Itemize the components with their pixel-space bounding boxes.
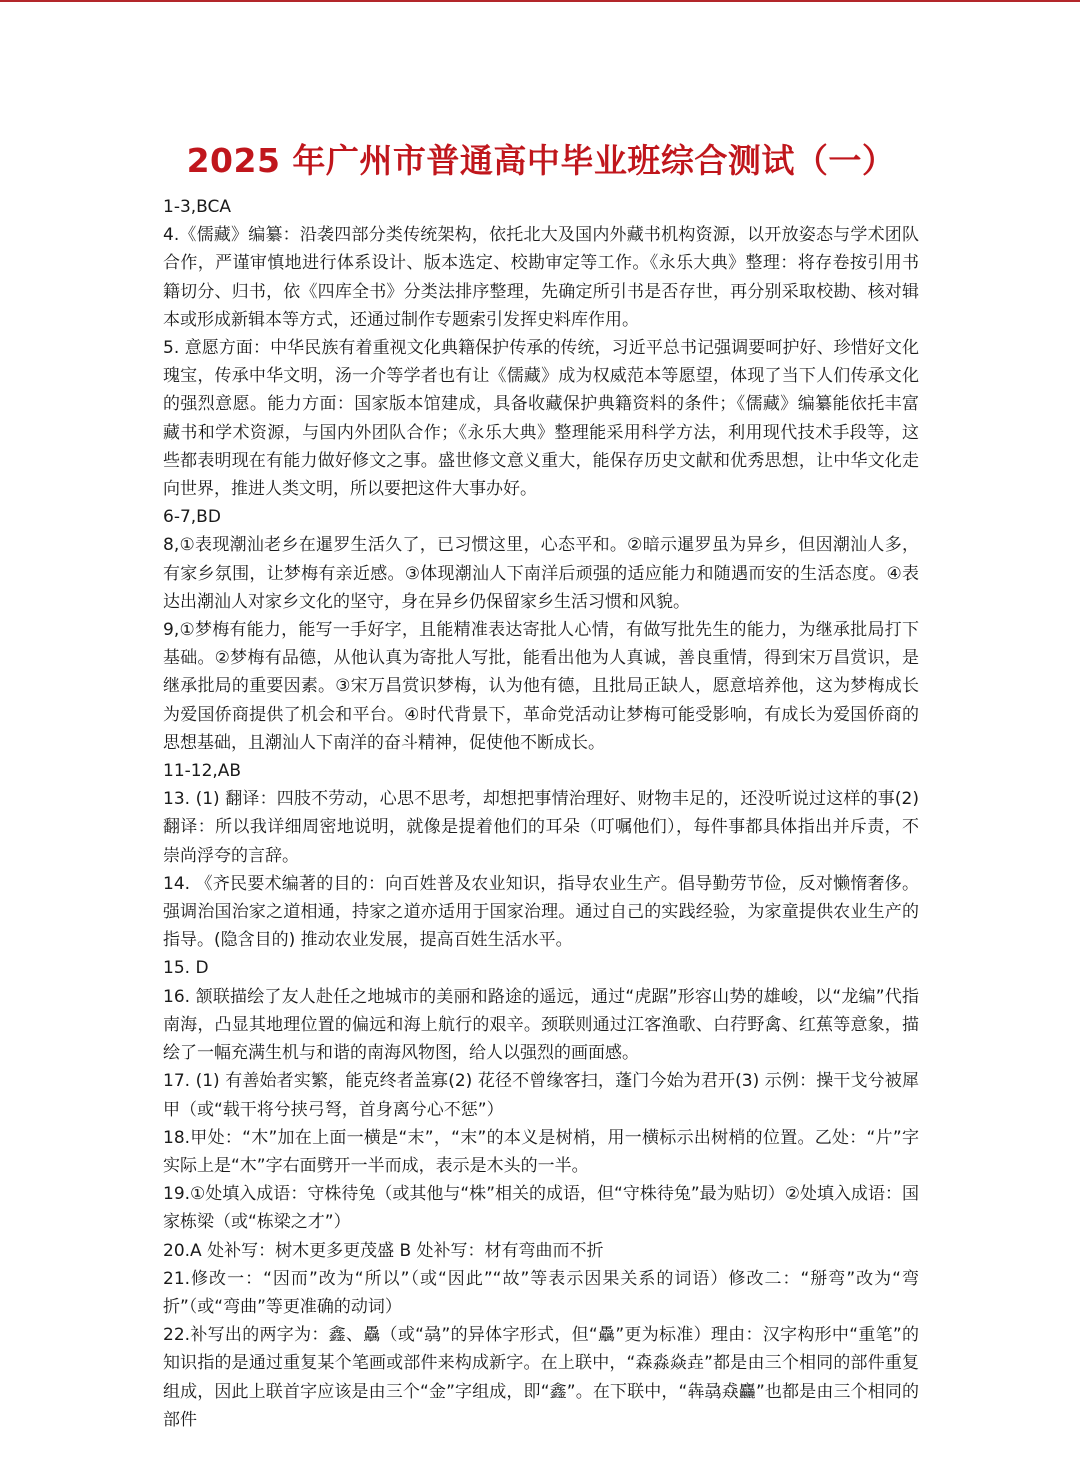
page-title: 2025 年广州市普通高中毕业班综合测试（一）: [186, 141, 896, 180]
answer-8: 8,①表现潮汕老乡在暹罗生活久了，已习惯这里，心态平和。②暗示暹罗虽为异乡，但因潮汕人多，有家乡氛围，让梦梅有亲近感。③体现潮汕人下南洋后顽强的适应能力和随遇而安的生活态度。④表达出潮汕人对家乡文化的坚守，身在异乡仍保留家乡生活习惯和风貌。: [163, 535, 919, 612]
answer-9: 9,①梦梅有能力，能写一手好字，且能精准表达寄批人心情，有做写批先生的能力，为继承批局打下基础。②梦梅有品德，从他认真为寄批人写批，能看出他为人真诚，善良重情，得到宋万昌赏识，是继承批局的重要因素。③宋万昌赏识梦梅，认为他有德，且批局正缺人，愿意培养他，这为梦梅成长为爱国侨商提供了机会和平台。④时代背景下，革命党活动让梦梅可能受影响，有成长为爱国侨商的思想基础，且潮汕人下南洋的奋斗精神，促使他不断成长。: [163, 620, 919, 753]
answer-4: 4.《儒藏》编纂：沿袭四部分类传统架构，依托北大及国内外藏书机构资源，以开放姿态与学术团队合作，严谨审慎地进行体系设计、版本选定、校勘审定等工作。《永乐大典》整理：将存卷按引用书籍切分、归书，依《四库全书》分类法排序整理，先确定所引书是否存世，再分别采取校勘、核对辑本或形成新辑本等方式，还通过制作专题索引发挥史料库作用。: [163, 225, 919, 330]
answer-13: 13. (1) 翻译：四肢不劳动，心思不思考，却想把事情治理好、财物丰足的，还没听说过这样的事(2) 翻译：所以我详细周密地说明，就像是提着他们的耳朵（叮嘱他们），每件事都具体指出并斥责，不崇尚浮夸的言辞。: [163, 789, 919, 866]
answer-6-7: 6-7,BD: [163, 507, 221, 528]
answer-5: 5. 意愿方面：中华民族有着重视文化典籍保护传承的传统，习近平总书记强调要呵护好、珍惜好文化瑰宝，传承中华文明，汤一介等学者也有让《儒藏》成为权威范本等愿望，体现了当下人们传承文化的强烈意愿。能力方面：国家版本馆建成，具备收藏保护典籍资料的条件；《儒藏》编纂能依托丰富藏书和学术资源，与国内外团队合作；《永乐大典》整理能采用科学方法，利用现代技术手段等，这些都表明现在有能力做好修文之事。盛世修文意义重大，能保存历史文献和优秀思想，让中华文化走向世界，推进人类文明，所以要把这件大事办好。: [163, 338, 919, 500]
answer-17: 17. (1) 有善始者实繁，能克终者盖寡(2) 花径不曾缘客扫，蓬门今始为君开(3) 示例：操干戈兮被犀甲（或“载干将兮挟弓弩，首身离兮心不惩”）: [163, 1071, 919, 1120]
answer-19: 19.①处填入成语：守株待兔（或其他与“株”相关的成语，但“守株待兔”最为贴切）②处填入成语：国家栋梁（或“栋梁之才”）: [163, 1184, 919, 1233]
answer-14: 14. 《齐民要术编著的目的：向百姓普及农业知识，指导农业生产。倡导勤劳节俭，反对懒惰奢侈。强调治国治家之道相通，持家之道亦适用于国家治理。通过自己的实践经验，为家童提供农业生产的指导。(隐含目的) 推动农业发展，提高百姓生活水平。: [163, 873, 919, 951]
answer-22: 22.补写出的两字为：鑫、驫（或“骉”的异体字形式，但“驫”更为标准）理由：汉字构形中“重笔”的知识指的是通过重复某个笔画或部件来构成新字。在上联中，“森淼焱垚”都是由三个相同的部件重复组成，因此上联首字应该是由三个“金”字组成，即“鑫”。在下联中，“犇骉猋麤”也都是由三个相同的部件: [163, 1325, 919, 1430]
answer-18: 18.甲处：“木”加在上面一横是“末”，“末”的本义是树梢，用一横标示出树梢的位置。乙处：“片”字实际上是“木”字右面劈开一半而成，表示是木头的一半。: [163, 1127, 919, 1176]
answer-21: 21.修改一：“因而”改为“所以”（或“因此”“故”等表示因果关系的词语）修改二：“掰弯”改为“弯折”（或“弯曲”等更准确的动词）: [163, 1268, 919, 1317]
document-page: [163, 138, 919, 1434]
answer-1-3: 1-3,BCA: [163, 197, 232, 217]
answer-11-12: 11-12,AB: [163, 761, 242, 782]
answer-list: [163, 193, 919, 1434]
answer-15: 15. D: [163, 958, 209, 979]
answer-20: 20.A 处补写：树木更多更茂盛 B 处补写：材有弯曲而不折: [163, 1240, 604, 1261]
top-border-rule: [0, 0, 1080, 2]
answer-16: 16. 颔联描绘了友人赴任之地城市的美丽和路途的遥远，通过“虎踞”形容山势的雄峻，以“龙编”代指南海，凸显其地理位置的偏远和海上航行的艰辛。颈联则通过江客渔歌、白荇野禽、红蕉等意象，描绘了一幅充满生机与和谐的南海风物图，给人以强烈的画面感。: [163, 986, 919, 1064]
